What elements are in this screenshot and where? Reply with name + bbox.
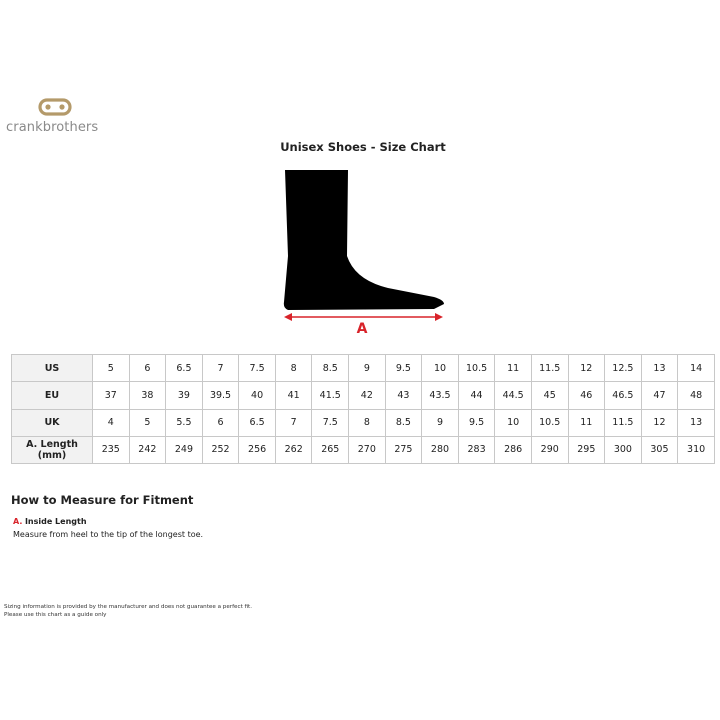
table-cell: 43 — [385, 382, 422, 409]
table-cell: 7 — [202, 355, 239, 382]
table-cell: 5.5 — [166, 409, 203, 436]
table-cell: 6.5 — [166, 355, 203, 382]
table-cell: 235 — [93, 436, 130, 463]
table-cell: 310 — [678, 436, 715, 463]
arrow-left-head-icon — [284, 313, 292, 321]
table-cell: 47 — [641, 382, 678, 409]
table-row — [12, 355, 715, 382]
table-cell: 305 — [641, 436, 678, 463]
table-cell: 242 — [129, 436, 166, 463]
table-cell: 39.5 — [202, 382, 239, 409]
table-cell: 12 — [568, 355, 605, 382]
table-cell: 11 — [495, 355, 532, 382]
table-cell: 7.5 — [239, 355, 276, 382]
table-cell: 4 — [93, 409, 130, 436]
table-cell: 9.5 — [385, 355, 422, 382]
table-cell: 40 — [239, 382, 276, 409]
table-cell: 11.5 — [605, 409, 642, 436]
shoe-silhouette-icon — [284, 170, 444, 310]
table-row-header: EU — [12, 382, 93, 409]
table-cell: 11 — [568, 409, 605, 436]
table-cell: 10.5 — [531, 409, 568, 436]
measure-item — [13, 517, 87, 526]
table-cell: 6 — [129, 355, 166, 382]
table-row — [12, 409, 715, 436]
brand-name: crankbrothers — [6, 120, 99, 135]
disclaimer-line-1: Sizing information is provided by the manufacturer and does not guarantee a perfect fit. — [4, 604, 253, 610]
table-cell: 44 — [458, 382, 495, 409]
table-cell: 290 — [531, 436, 568, 463]
table-cell: 48 — [678, 382, 715, 409]
measure-item-description: Measure from heel to the tip of the longest toe. — [13, 530, 204, 539]
table-cell: 42 — [349, 382, 386, 409]
table-cell: 10 — [422, 355, 459, 382]
table-cell: 41.5 — [312, 382, 349, 409]
table-cell: 10.5 — [458, 355, 495, 382]
table-cell: 11.5 — [531, 355, 568, 382]
table-cell: 286 — [495, 436, 532, 463]
table-cell: 12.5 — [605, 355, 642, 382]
table-row-header: A. Length (mm) — [12, 436, 93, 463]
table-cell: 14 — [678, 355, 715, 382]
table-cell: 46.5 — [605, 382, 642, 409]
table-cell: 46 — [568, 382, 605, 409]
table-cell: 8 — [275, 355, 312, 382]
shoe-silhouette-diagram — [276, 166, 451, 338]
table-cell: 270 — [349, 436, 386, 463]
table-cell: 249 — [166, 436, 203, 463]
disclaimer — [4, 603, 252, 619]
crankbrothers-link-logo-icon — [38, 98, 72, 116]
table-cell: 8.5 — [385, 409, 422, 436]
table-cell: 280 — [422, 436, 459, 463]
measure-letter-a: A — [356, 321, 368, 337]
table-cell: 13 — [641, 355, 678, 382]
table-cell: 38 — [129, 382, 166, 409]
table-cell: 295 — [568, 436, 605, 463]
table-cell: 37 — [93, 382, 130, 409]
disclaimer-line-2: Please use this chart as a guide only — [4, 612, 107, 618]
table-cell: 262 — [275, 436, 312, 463]
arrow-right-head-icon — [435, 313, 443, 321]
table-row-header: US — [12, 355, 93, 382]
table-cell: 8 — [349, 409, 386, 436]
table-cell: 300 — [605, 436, 642, 463]
table-cell: 9.5 — [458, 409, 495, 436]
table-cell: 10 — [495, 409, 532, 436]
table-cell: 252 — [202, 436, 239, 463]
chart-title: Unisex Shoes - Size Chart — [280, 140, 446, 154]
table-cell: 43.5 — [422, 382, 459, 409]
table-cell: 7 — [275, 409, 312, 436]
table-cell: 265 — [312, 436, 349, 463]
table-cell: 5 — [129, 409, 166, 436]
table-cell: 44.5 — [495, 382, 532, 409]
table-cell: 12 — [641, 409, 678, 436]
size-table — [11, 354, 715, 464]
table-cell: 9 — [422, 409, 459, 436]
table-row — [12, 382, 715, 409]
table-cell: 39 — [166, 382, 203, 409]
table-cell: 283 — [458, 436, 495, 463]
table-row-header: UK — [12, 409, 93, 436]
measure-item-label: Inside Length — [24, 517, 87, 526]
measure-item-letter: A. — [13, 517, 23, 526]
table-cell: 45 — [531, 382, 568, 409]
table-cell: 5 — [93, 355, 130, 382]
table-cell: 6.5 — [239, 409, 276, 436]
table-cell: 41 — [275, 382, 312, 409]
table-cell: 256 — [239, 436, 276, 463]
table-cell: 7.5 — [312, 409, 349, 436]
measure-section-title: How to Measure for Fitment — [11, 493, 194, 507]
table-cell: 275 — [385, 436, 422, 463]
table-cell: 6 — [202, 409, 239, 436]
table-row — [12, 436, 715, 463]
brand — [4, 98, 114, 142]
table-cell: 9 — [349, 355, 386, 382]
table-cell: 8.5 — [312, 355, 349, 382]
table-cell: 13 — [678, 409, 715, 436]
